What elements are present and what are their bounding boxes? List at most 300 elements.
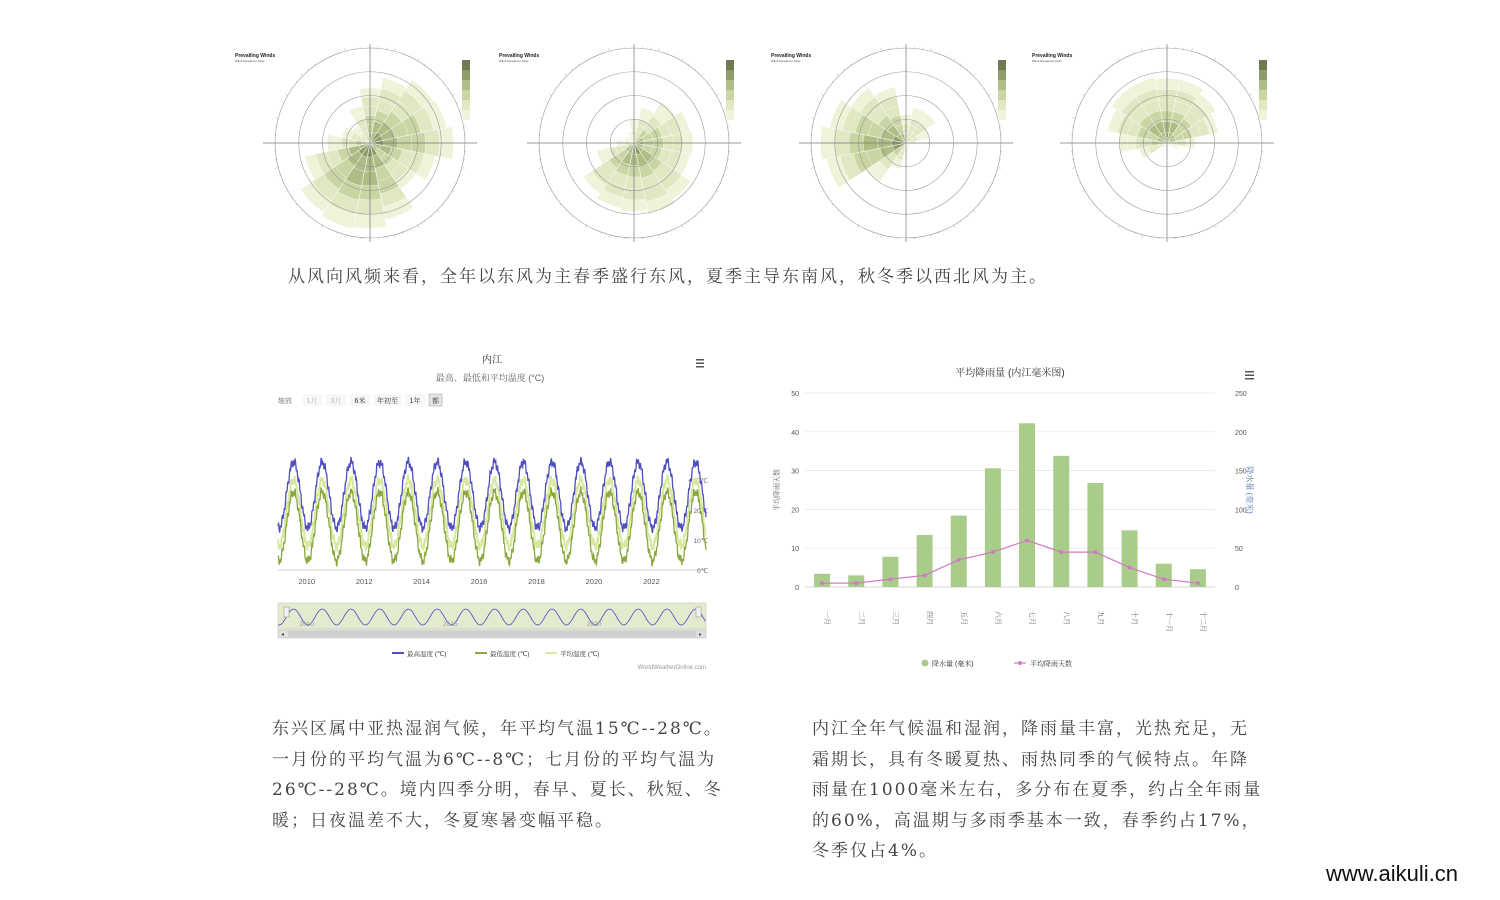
wind-rose-tick	[1249, 191, 1252, 193]
wind-rose-tick	[285, 94, 288, 96]
wind-rose-tick	[881, 235, 882, 238]
rain-days-point	[923, 573, 927, 577]
zoom-label: 缩放	[278, 398, 292, 405]
wind-rose-tick	[995, 175, 996, 176]
wind-rose-tick	[321, 225, 323, 228]
wind-rose-legend	[462, 60, 470, 120]
wind-rose-tick	[857, 58, 859, 61]
wind-rose-tick	[609, 235, 610, 238]
wind-rose-legend-swatch	[1259, 90, 1267, 100]
wind-rose-tick	[275, 118, 278, 119]
wind-rose-legend-swatch	[1259, 60, 1267, 70]
zoom-button[interactable]	[350, 394, 370, 406]
wind-rose-tick	[448, 88, 449, 89]
x-tick-label: 2012	[355, 577, 373, 586]
navigator-handle-left[interactable]	[284, 607, 289, 617]
wind-rose-tick	[1221, 221, 1222, 222]
wind-rose-tick	[1105, 69, 1106, 70]
wind-rose-tick	[992, 102, 993, 103]
wind-rose-tick	[1072, 118, 1075, 119]
wind-rose-tick	[572, 216, 573, 217]
wind-rose-tick	[979, 81, 980, 82]
wind-rose-tick	[585, 225, 587, 228]
wind-rose-tick	[1082, 191, 1085, 193]
wind-rose-tick	[418, 225, 420, 228]
wind-rose-tick	[443, 81, 444, 82]
rainfall-caption: 内江全年气候温和湿润，降雨量丰富，光热充足，无霜期长，具有冬暖夏热、雨热同季的气候特点。年降雨量在1000毫米左右，多分布在夏季，约占全年雨量的60%，高温期与多雨季基本一致，春季约占17%，冬季仅占4%。	[812, 719, 1263, 861]
wind-rose-tick	[549, 94, 552, 96]
wind-rose-legend-swatch	[462, 60, 470, 70]
wind-rose-tick	[1207, 229, 1208, 230]
wind-rose-title: Prevailing Winds	[235, 53, 276, 59]
wind-rose	[235, 44, 477, 242]
wind-rose-legend-swatch	[1259, 100, 1267, 110]
wind-rose-legend-swatch	[462, 110, 470, 120]
right-tick-label: 50	[1235, 546, 1243, 554]
wind-rose-tick	[873, 52, 874, 53]
wind-rose-tick	[674, 229, 675, 230]
y-tick-label: 10℃	[693, 538, 708, 545]
wind-rose-tick	[1126, 56, 1127, 57]
wind-rose-tick	[410, 56, 411, 57]
wind-rose-tick	[452, 191, 455, 193]
wind-rose-tick	[539, 168, 542, 169]
wind-rose-tick	[931, 235, 932, 238]
wind-rose-title: Prevailing Winds	[771, 53, 812, 59]
wind-rose-tick	[659, 48, 660, 51]
wind-rose-tick	[819, 102, 820, 103]
wind-rose-title: Prevailing Winds	[1032, 53, 1073, 59]
wind-rose-tick	[837, 74, 839, 76]
wind-rose-tick	[938, 232, 939, 233]
y-tick-label: 20℃	[693, 508, 708, 515]
wind-rose-tick	[967, 216, 968, 217]
legend-item[interactable]	[1014, 659, 1072, 668]
wind-rose-legend-swatch	[998, 70, 1006, 80]
x-tick-label: 二月	[857, 611, 865, 625]
wind-rose-tick	[1228, 216, 1229, 217]
wind-rose-legend-swatch	[726, 90, 734, 100]
wind-rose-tick	[609, 48, 610, 51]
wind-rose-subtitle: Wind Frequency (Hrs)	[771, 59, 801, 63]
wind-rose-legend-swatch	[998, 90, 1006, 100]
navigator-tick-label: 2020	[586, 621, 602, 628]
wind-rose-tick	[585, 58, 587, 61]
wind-rose-tick	[984, 197, 985, 198]
wind-rose-tick	[811, 118, 814, 119]
wind-rose-tick	[1105, 216, 1106, 217]
wind-rose-tick	[873, 232, 874, 233]
x-tick-label: 三月	[891, 611, 899, 625]
wind-rose-tick	[1215, 225, 1217, 228]
wind-rose-tick	[865, 229, 866, 230]
wind-rose-tick	[716, 94, 719, 96]
x-tick-label: 十二月	[1198, 611, 1206, 632]
wind-rose-tick	[723, 110, 724, 111]
navigator-area[interactable]	[278, 603, 706, 629]
wind-rose-tick	[1256, 175, 1257, 176]
scroll-right-icon[interactable]: ▸	[699, 632, 703, 638]
wind-rose-tick	[712, 197, 713, 198]
x-tick-label: 四月	[925, 611, 933, 625]
rain-days-point	[957, 558, 961, 562]
wind-rose-tick	[707, 81, 708, 82]
legend-item[interactable]	[392, 649, 446, 658]
precipitation-bar	[1019, 423, 1035, 587]
navigator-scrollbar-thumb[interactable]	[288, 631, 696, 637]
wind-rose-tick	[973, 210, 975, 212]
wind-rose-legend-swatch	[1259, 80, 1267, 90]
rain-days-point	[1093, 550, 1097, 554]
wind-rose-tick	[954, 225, 956, 228]
wind-rose-tick	[819, 183, 820, 184]
wind-rose-tick	[979, 204, 980, 205]
x-tick-label: 九月	[1096, 611, 1104, 625]
wind-rose-legend-swatch	[998, 80, 1006, 90]
zoom-button-label[interactable]: 1年	[409, 398, 421, 405]
legend-item[interactable]	[475, 649, 529, 658]
wind-rose-tick	[555, 88, 556, 89]
x-tick-label: 七月	[1028, 611, 1036, 625]
wind-rose-legend-swatch	[998, 60, 1006, 70]
wind-rose-tick	[572, 69, 573, 70]
wind-caption: 从风向风频来看，全年以东风为主春季盛行东风，夏季主导东南风，秋冬季以西北风为主。	[288, 267, 1048, 287]
wind-rose-tick	[593, 229, 594, 230]
x-tick-label: 十一月	[1164, 611, 1172, 632]
legend-label[interactable]: 最低温度 (℃)	[490, 651, 530, 658]
wind-rose-tick	[283, 102, 284, 103]
wind-rose-tick	[1256, 110, 1257, 111]
wind-rose-tick	[988, 191, 991, 193]
wind-rose-tick	[666, 232, 667, 233]
wind-rose-legend-swatch	[998, 110, 1006, 120]
left-tick-label: 30	[791, 468, 799, 476]
wind-rose-tick	[579, 221, 580, 222]
rain-days-point	[991, 550, 995, 554]
wind-rose-tick	[1134, 52, 1135, 53]
wind-rose-tick	[308, 216, 309, 217]
wind-rose-tick	[431, 216, 432, 217]
zoom-button[interactable]	[302, 394, 322, 406]
wind-rose-tick	[973, 74, 975, 76]
left-tick-label: 0	[795, 585, 799, 592]
wind-rose-tick	[811, 168, 814, 169]
wind-rose-tick	[844, 216, 845, 217]
legend-label[interactable]: 最高温度 (℃)	[407, 651, 447, 658]
wind-rose-tick	[832, 204, 833, 205]
wind-rose-tick	[448, 197, 449, 198]
legend-swatch[interactable]	[922, 660, 929, 667]
wind-rose-legend-swatch	[462, 80, 470, 90]
zoom-button-label[interactable]: 3月	[330, 398, 342, 405]
right-tick-label: 200	[1235, 429, 1247, 437]
wind-rose-tick	[315, 64, 316, 65]
zoom-button-label[interactable]: 年初至	[377, 398, 398, 405]
wind-rose-legend	[726, 60, 734, 120]
wind-rose-tick	[547, 102, 548, 103]
legend-item[interactable]	[545, 649, 599, 658]
wind-rose-tick	[995, 110, 996, 111]
wind-rose-tick	[659, 235, 660, 238]
wind-rose-tick	[329, 229, 330, 230]
rain-days-point	[820, 581, 824, 585]
watermark: www.aikuli.cn	[1326, 861, 1459, 886]
wind-rose-tick	[1093, 81, 1094, 82]
wind-rose-tick	[283, 183, 284, 184]
precipitation-bar	[882, 557, 898, 587]
precipitation-bar	[1156, 564, 1172, 587]
wind-rose-tick	[960, 221, 961, 222]
wind-rose-tick	[1118, 58, 1120, 61]
wind-rose-tick	[1142, 48, 1143, 51]
right-tick-label: 250	[1235, 391, 1247, 398]
wind-rose-tick	[593, 56, 594, 57]
precipitation-bar	[917, 535, 933, 587]
wind-rose-tick	[1234, 74, 1236, 76]
wind-rose-tick	[1249, 94, 1252, 96]
wind-rose-tick	[431, 69, 432, 70]
wind-rose-tick	[827, 197, 828, 198]
scroll-left-icon[interactable]: ◂	[281, 632, 285, 638]
wind-rose-tick	[720, 102, 721, 103]
wind-rose-tick	[1240, 81, 1241, 82]
wind-rose-tick	[688, 64, 689, 65]
legend-label[interactable]: 平均温度 (℃)	[560, 651, 600, 658]
temp-chart-credit[interactable]: WorldWeatherOnline.com	[637, 665, 706, 671]
wind-rose-tick	[1112, 221, 1113, 222]
right-tick-label: 100	[1235, 507, 1247, 515]
zoom-button-label[interactable]: 6米	[354, 398, 366, 405]
wind-rose-tick	[1088, 197, 1089, 198]
wind-rose-tick	[555, 197, 556, 198]
wind-rose-tick	[1245, 88, 1246, 89]
precipitation-bar	[1122, 530, 1138, 587]
wind-rose-tick	[1259, 168, 1262, 169]
wind-rose-tick	[560, 81, 561, 82]
wind-rose-tick	[666, 52, 667, 53]
wind-rose-tick	[285, 191, 288, 193]
wind-rose-tick	[308, 69, 309, 70]
wind-rose-tick	[345, 48, 346, 51]
wind-rose-tick	[1245, 197, 1246, 198]
rain-days-point	[1128, 566, 1132, 570]
wind-rose-tick	[1215, 58, 1217, 61]
wind-rose-tick	[716, 191, 719, 193]
precipitation-bar	[1053, 456, 1069, 587]
wind-rose-tick	[992, 183, 993, 184]
wind-rose-tick	[821, 94, 824, 96]
rain-days-point	[888, 577, 892, 581]
rain-days-point	[1162, 577, 1166, 581]
temp-chart-subtitle: 最高、最低和平均温度 (°C)	[435, 373, 545, 383]
x-tick-label: 2020	[585, 577, 603, 586]
wind-rose-legend-swatch	[726, 70, 734, 80]
wind-rose-tick	[1080, 102, 1081, 103]
wind-rose-tick	[424, 64, 425, 65]
zoom-button-label[interactable]: 1月	[306, 398, 318, 405]
wind-rose-legend-swatch	[726, 80, 734, 90]
zoom-button[interactable]	[326, 394, 346, 406]
precipitation-bar	[1087, 483, 1103, 587]
zoom-button[interactable]	[374, 394, 401, 406]
zoom-button[interactable]	[405, 394, 425, 406]
wind-rose-tick	[1228, 69, 1229, 70]
wind-rose-tick	[815, 110, 816, 111]
precipitation-bar	[985, 468, 1001, 587]
wind-rose-legend	[1259, 60, 1267, 120]
x-tick-label: 2022	[643, 577, 660, 586]
hamburger-menu-icon[interactable]	[696, 359, 704, 368]
wind-rose-tick	[837, 210, 839, 212]
wind-rose-tick	[296, 81, 297, 82]
wind-rose-tick	[395, 235, 396, 238]
right-axis-label: 降水量 (毫米)	[1245, 466, 1254, 514]
wind-rose-tick	[1076, 175, 1077, 176]
wind-rose-tick	[946, 229, 947, 230]
y-tick-label: 0℃	[697, 568, 708, 575]
wind-rose-tick	[1234, 210, 1236, 212]
wind-rose-tick	[291, 88, 292, 89]
wind-rose-tick	[1072, 168, 1075, 169]
wind-rose-tick	[337, 232, 338, 233]
wind-rose-tick	[456, 183, 457, 184]
wind-rose-tick	[1240, 204, 1241, 205]
wind-rose-tick	[437, 74, 439, 76]
wind-rose-legend-swatch	[1259, 110, 1267, 120]
left-axis-label: 平均降雨天数	[774, 469, 781, 511]
wind-rose-tick	[1199, 52, 1200, 53]
wind-rose-tick	[543, 175, 544, 176]
wind-rose-tick	[1126, 229, 1127, 230]
wind-rose-tick	[815, 175, 816, 176]
wind-rose-tick	[424, 221, 425, 222]
wind-rose	[499, 44, 741, 242]
x-tick-label: 2010	[298, 577, 316, 586]
wind-rose-tick	[565, 210, 567, 212]
legend-label[interactable]: 平均降雨天数	[1030, 661, 1072, 668]
rain-days-line	[822, 540, 1198, 583]
legend-swatch[interactable]	[1018, 661, 1022, 665]
x-tick-label: 2014	[413, 577, 430, 586]
wind-rose-tick	[565, 74, 567, 76]
x-tick-label: 2018	[528, 577, 545, 586]
legend-item[interactable]	[922, 659, 974, 668]
y-tick-label: + 30℃	[687, 478, 708, 485]
wind-rose-tick	[1076, 110, 1077, 111]
x-tick-label: 一月	[823, 611, 831, 625]
wind-rose-tick	[547, 183, 548, 184]
wind-rose-tick	[1112, 64, 1113, 65]
wind-rose-tick	[321, 58, 323, 61]
wind-rose-tick	[1080, 183, 1081, 184]
wind-rose-subtitle: Wind Frequency (Hrs)	[235, 59, 265, 63]
wind-rose-tick	[301, 74, 303, 76]
wind-rose-tick	[410, 229, 411, 230]
wind-rose-tick	[720, 183, 721, 184]
navigator-handle-right[interactable]	[696, 607, 701, 617]
wind-rose-tick	[1192, 48, 1193, 51]
wind-rose-tick	[674, 56, 675, 57]
x-tick-label: 十月	[1130, 611, 1138, 625]
wind-rose-tick	[549, 191, 552, 193]
wind-rose-tick	[345, 235, 346, 238]
wind-rose-tick	[938, 52, 939, 53]
x-tick-label: 八月	[1062, 611, 1070, 625]
wind-rose-tick	[832, 81, 833, 82]
wind-rose-tick	[301, 210, 303, 212]
wind-rose-tick	[1093, 204, 1094, 205]
rain-days-point	[1059, 550, 1063, 554]
wind-rose-legend-swatch	[1259, 70, 1267, 80]
temperature-caption: 东兴区属中亚热湿润气候，年平均气温15℃--28℃。一月份的平均气温为6℃--8℃；七月份的平均气温为26℃--28℃。境内四季分明，春早、夏长、秋短、冬暖；日夜温差不大，冬夏寒暑变幅平稳。	[272, 719, 723, 831]
wind-rose-tick	[712, 88, 713, 89]
left-tick-label: 10	[791, 546, 799, 554]
wind-rose-tick	[881, 48, 882, 51]
rain-days-point	[1025, 538, 1029, 542]
navigator-tick-label: 2010	[299, 621, 314, 628]
wind-rose-tick	[459, 110, 460, 111]
right-tick-label: 150	[1235, 468, 1247, 476]
temperature-chart	[270, 345, 720, 675]
wind-rose-legend-swatch	[726, 100, 734, 110]
wind-rose-tick	[701, 210, 703, 212]
wind-rose-tick	[1134, 232, 1135, 233]
wind-rose-tick	[931, 48, 932, 51]
hamburger-menu-icon[interactable]	[1245, 371, 1254, 380]
wind-rose-legend-swatch	[726, 60, 734, 70]
wind-rose-tick	[1253, 183, 1254, 184]
wind-rose-tick	[1192, 235, 1193, 238]
wind-rose-title: Prevailing Winds	[499, 53, 540, 59]
wind-rose-tick	[844, 69, 845, 70]
wind-rose-tick	[279, 110, 280, 111]
left-tick-label: 40	[791, 429, 799, 437]
wind-rose-tick	[437, 210, 439, 212]
wind-rose-tick	[395, 48, 396, 51]
precipitation-bar	[951, 516, 967, 587]
wind-rose-panel	[0, 0, 1500, 250]
wind-rose-tick	[275, 168, 278, 169]
wind-rose-tick	[827, 88, 828, 89]
wind-rose-tick	[851, 221, 852, 222]
wind-rose-tick	[539, 118, 542, 119]
wind-rose-tick	[857, 225, 859, 228]
wind-rose-tick	[402, 52, 403, 53]
wind-rose-tick	[701, 74, 703, 76]
wind-rose-tick	[1199, 232, 1200, 233]
legend-label[interactable]: 降水量 (毫米)	[932, 661, 974, 668]
temp-chart-title: 内江	[482, 355, 502, 366]
wind-rose-tick	[402, 232, 403, 233]
wind-rose-tick	[726, 168, 729, 169]
wind-rose-legend-swatch	[462, 70, 470, 80]
wind-rose-tick	[418, 58, 420, 61]
wind-rose-tick	[723, 175, 724, 176]
wind-rose-tick	[954, 58, 956, 61]
zoom-button-label[interactable]: 都	[432, 398, 439, 405]
wind-rose-tick	[984, 88, 985, 89]
rainfall-chart	[765, 355, 1265, 685]
left-tick-label: 20	[791, 507, 799, 515]
wind-rose-legend-swatch	[998, 100, 1006, 110]
wind-rose	[1032, 44, 1274, 242]
wind-rose-tick	[279, 175, 280, 176]
wind-rose-tick	[1207, 56, 1208, 57]
wind-rose-tick	[695, 216, 696, 217]
wind-rose-tick	[682, 58, 684, 61]
zoom-button[interactable]	[429, 394, 442, 406]
wind-rose-legend	[998, 60, 1006, 120]
